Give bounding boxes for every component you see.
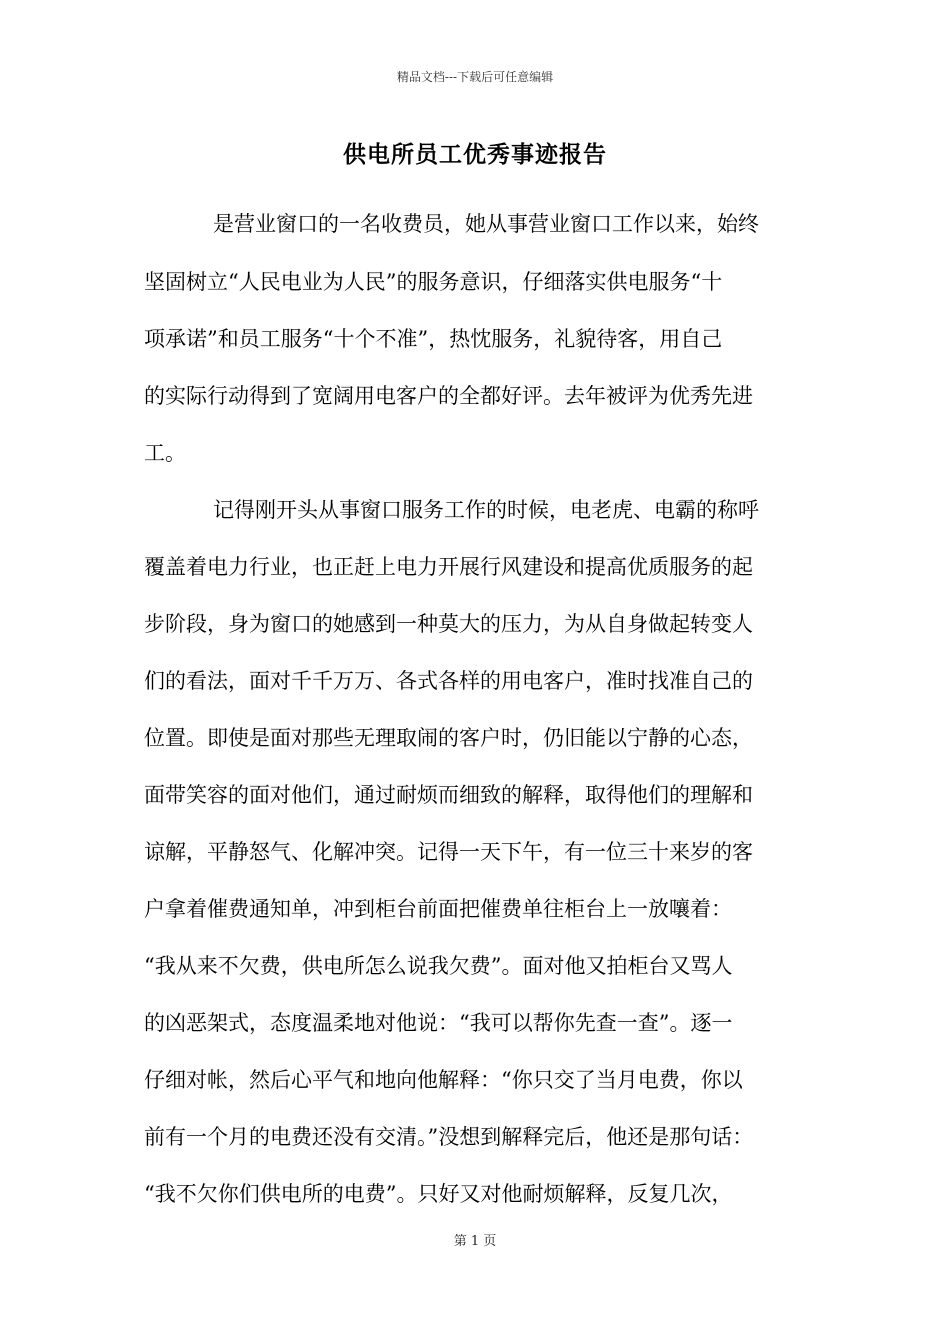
document-title: 供电所员工优秀事迹报告: [343, 141, 607, 168]
page-number: 第 1 页: [453, 1234, 497, 1249]
header-note: 精品文档---下载后可任意编辑: [396, 70, 554, 84]
document-page: 精品文档---下载后可任意编辑 供电所员工优秀事迹报告 是营业窗口的一名收费员，她从事营业窗口工作以来，始终 坚固树立“人民电业为人民”的服务意识，仔细落实供电服务“十 项承诺”和员工服务“十个不准”，热忱服务，礼貌待客，用自己 的实际行动得到了宽阔用电客户的全都好评。去年被评为优秀先进 工。 记得刚开头从事窗口服务工作的时候，电老虎、电霸的称呼 覆盖着电力行业，也正赶上电力开展行风建设和提高优质服务的起 步阶段，身为窗口的她感到一种莫大的压力，为从自身做起转变人 们的看法，面对千千万万、各式各样的用电客户，准时找准自己的 位置。即使是面对那些无理取闹的客户时，仍旧能以宁静的心态， 面带笑容的面对他们，通过耐烦而细致的解释，取得他们的理解和 谅解，平静怒气、化解冲突。记得一天下午，有一位三十来岁的客 户拿着催费通知单，冲到柜台前面把催费单往柜台上一放嚷着： “我从来不欠费，供电所怎么说我欠费”。面对他又拍柜台又骂人 的凶恶架式，态度温柔地对他说：“我可以帮你先查一查”。逐一 仔细对帐，然后心平气和地向他解释：“你只交了当月电费，你以 前有一个月的电费还没有交清。”没想到解释完后，他还是那句话： “我不欠你们供电所的电费”。只好又对他耐烦解释，反复几次， 第 1 页: [0, 0, 950, 1344]
